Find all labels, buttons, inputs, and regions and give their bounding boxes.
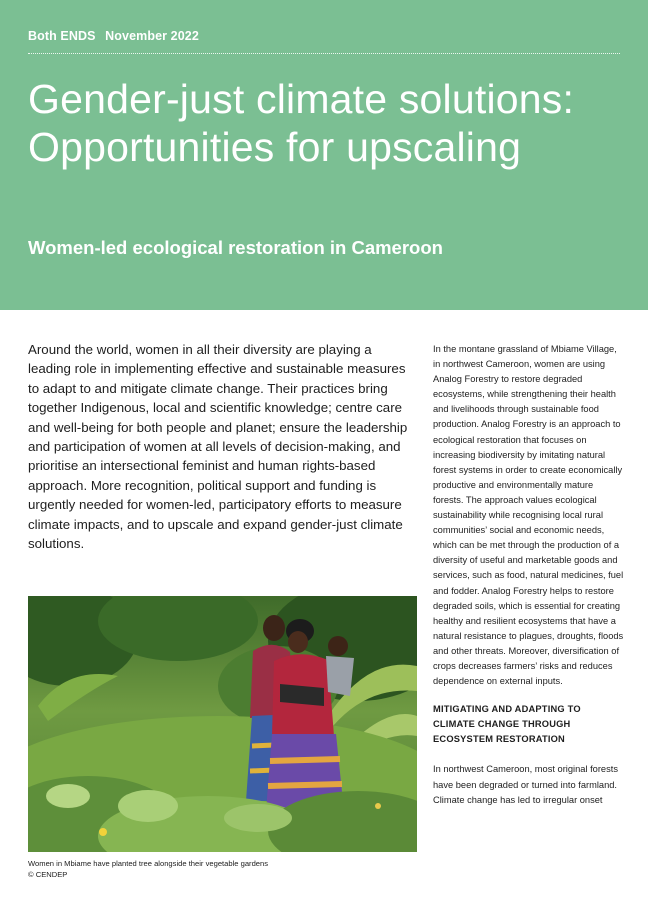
photo-caption-block bbox=[28, 858, 417, 880]
dotted-divider bbox=[28, 53, 620, 54]
publication-meta bbox=[28, 29, 199, 43]
publisher-name: Both ENDS bbox=[28, 29, 96, 43]
photo-caption: Women in Mbiame have planted tree alongside their vegetable gardens bbox=[28, 859, 269, 868]
publication-date: November 2022 bbox=[105, 29, 199, 43]
header-banner bbox=[0, 0, 648, 310]
sidebar-paragraph-1: In the montane grassland of Mbiame Village, in northwest Cameroon, women are using Analog Forestry to restore degraded ecosystems, while strengthening their health and livelihoods through sustainable food production. Analog Forestry is an approach to ecological restoration that focuses on increasing biodiversity by imitating natural forest systems in order to create economically productive and environmentally mature forests. The approach values ecological sustainability while recognising local rural communities’ social and economic needs, which can be met through the production of a diversity of useful and marketable goods and services, such as food, natural medicines, fuel and fodder. Analog Forestry helps to restore degraded soils, which is essential for creating healthy and resilient ecosystems that have a natural resistance to plagues, droughts, floods and other threats. Moreover, diversification of crops decreases farmers’ risks and reduces dependence on external inputs. bbox=[433, 344, 624, 687]
section-heading: MITIGATING AND ADAPTING TO CLIMATE CHANGE THROUGH ECOSYSTEM RESTORATION bbox=[433, 704, 581, 745]
intro-paragraph: Around the world, women in all their diversity are playing a leading role in implementing effective and sustainable measures to adapt to and mitigate climate change. Their practices bring together Indigenous, local and scientific knowledge; centre care and well-being for both people and planet; ensure the leadership and participation of women at all levels of decision-making, and prioritise an intersectional feminist and human rights-based approach. More recognition, political support and funding is urgently needed for women-led, participatory efforts to measure climate impacts, and to upscale and expand gender-just climate solutions. bbox=[28, 342, 408, 552]
sidebar-column bbox=[433, 342, 625, 808]
photo-credit: © CENDEP bbox=[28, 870, 68, 879]
sidebar-paragraph-2: In northwest Cameroon, most original forests have been degraded or turned into farmland. Climate change has led to irregular onset bbox=[433, 764, 618, 805]
garden-illustration bbox=[28, 596, 417, 852]
photo-women-in-garden bbox=[28, 596, 417, 852]
document-subtitle: Women-led ecological restoration in Cameroon bbox=[28, 237, 443, 258]
document-title: Gender-just climate solutions: Opportunities for upscaling bbox=[28, 76, 575, 170]
